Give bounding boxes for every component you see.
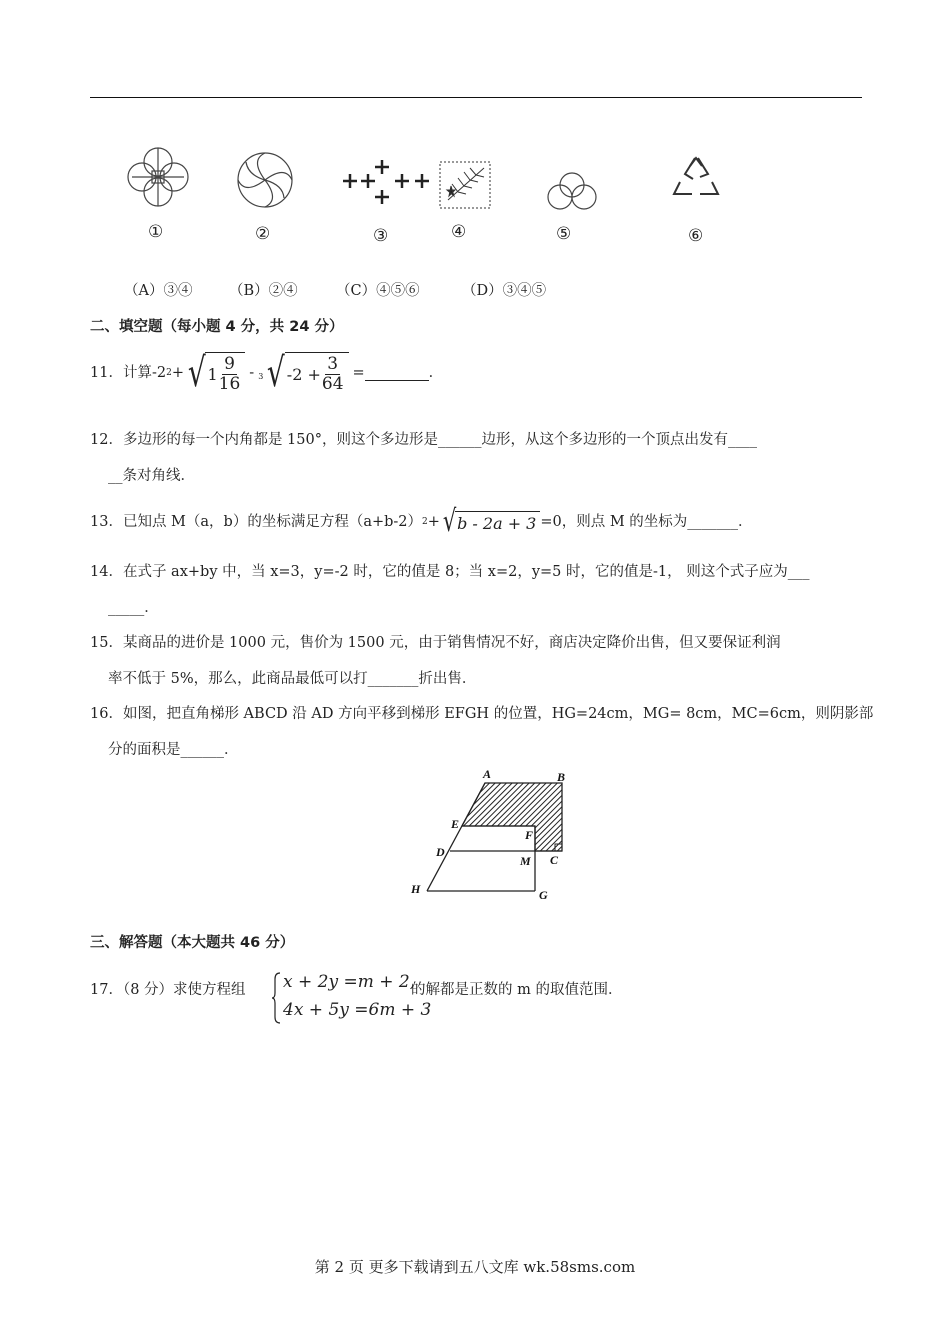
- trapezoid-diagram: [405, 765, 585, 905]
- point-label-h: H: [411, 882, 421, 896]
- question-16-line1: 16．如图，把直角梯形 ABCD 沿 AD 方向平移到梯形 EFGH 的位置，HG=24cm，MG= 8cm，MC=6cm，则阴影部: [90, 706, 874, 722]
- point-label-f: F: [525, 828, 534, 842]
- option-a: （A）③④: [124, 283, 193, 299]
- option-c: （C）④⑤⑥: [336, 283, 420, 299]
- header-rule: [90, 97, 862, 98]
- point-label-e: E: [451, 817, 460, 831]
- figure-label-4: ④: [451, 222, 467, 242]
- section2-title: 二、填空题（每小题 4 分，共 24 分）: [90, 319, 344, 335]
- figure-6-recycle: [674, 158, 718, 194]
- question-14-line2: _____．: [108, 600, 159, 616]
- question-17-suffix: 的解都是正数的 m 的取值范围．: [411, 982, 623, 998]
- question-15-line2: 率不低于 5%，那么，此商品最低可以打_______折出售．: [108, 671, 477, 687]
- page-footer: 第 2 页 更多下载请到五八文库 wk.58sms.com: [314, 1258, 636, 1276]
- figure-2-pinwheel: [238, 153, 292, 207]
- question-16-line2: 分的面积是______．: [108, 742, 239, 758]
- sqrt-2: √ b - 2a + 3: [440, 502, 540, 542]
- system-brace: [272, 971, 282, 1025]
- sqrt-1: √ 1 $\frac{9}{16}$: [184, 352, 245, 394]
- cube-root: 3 √ -2 + $\frac{3}{64}$: [258, 352, 348, 394]
- equation-1: x + 2y =m + 2,: [283, 972, 416, 992]
- question-17-prefix: 17．（8 分）求使方程组: [90, 982, 246, 998]
- point-label-d: D: [436, 845, 445, 859]
- question-12-line1: 12．多边形的每一个内角都是 150°，则这个多边形是______边形，从这个多边形的一个顶点出发有____: [90, 432, 757, 448]
- point-label-m: M: [520, 854, 531, 868]
- figure-1-clover: [128, 148, 188, 206]
- question-12-line2: __条对角线．: [108, 468, 195, 484]
- figure-label-1: ①: [148, 222, 164, 242]
- figure-5-rings: [548, 173, 596, 209]
- symmetry-figures: [120, 140, 740, 215]
- figure-label-3: ③: [373, 226, 389, 246]
- option-d: （D）③④⑤: [462, 283, 547, 299]
- option-b: （B）②④: [229, 283, 298, 299]
- question-11: 11．计算-2 2 + √ 1 $\frac{9}{16}$ - 3 √ -2 + $\frac{3}{64}$ = ．: [90, 350, 444, 396]
- figure-4-leaf: [440, 162, 490, 208]
- figure-label-6: ⑥: [688, 226, 704, 246]
- point-label-b: B: [557, 770, 566, 784]
- equation-2: 4x + 5y =6m + 3: [283, 1000, 432, 1020]
- point-label-c: C: [550, 853, 559, 867]
- point-label-g: G: [539, 888, 548, 902]
- figure-label-5: ⑤: [556, 224, 572, 244]
- question-14-line1: 14．在式子 ax+by 中，当 x=3，y=-2 时，它的值是 8；当 x=2，y=5 时，它的值是-1， 则这个式子应为___: [90, 564, 810, 580]
- figure-label-2: ②: [255, 224, 271, 244]
- figure-3-crosses: [343, 160, 429, 204]
- point-label-a: A: [483, 767, 492, 781]
- section3-title: 三、解答题（本大题共 46 分）: [90, 935, 295, 951]
- question-13: 13．已知点 M（a，b）的坐标满足方程（a+b-2） 2 + √ b - 2a + 3 =0，则点 M 的坐标为_______．: [90, 502, 753, 542]
- question-15-line1: 15．某商品的进价是 1000 元，售价为 1500 元，由于销售情况不好，商店决定降价出售，但又要保证利润: [90, 635, 781, 651]
- shaded-region: [462, 783, 562, 851]
